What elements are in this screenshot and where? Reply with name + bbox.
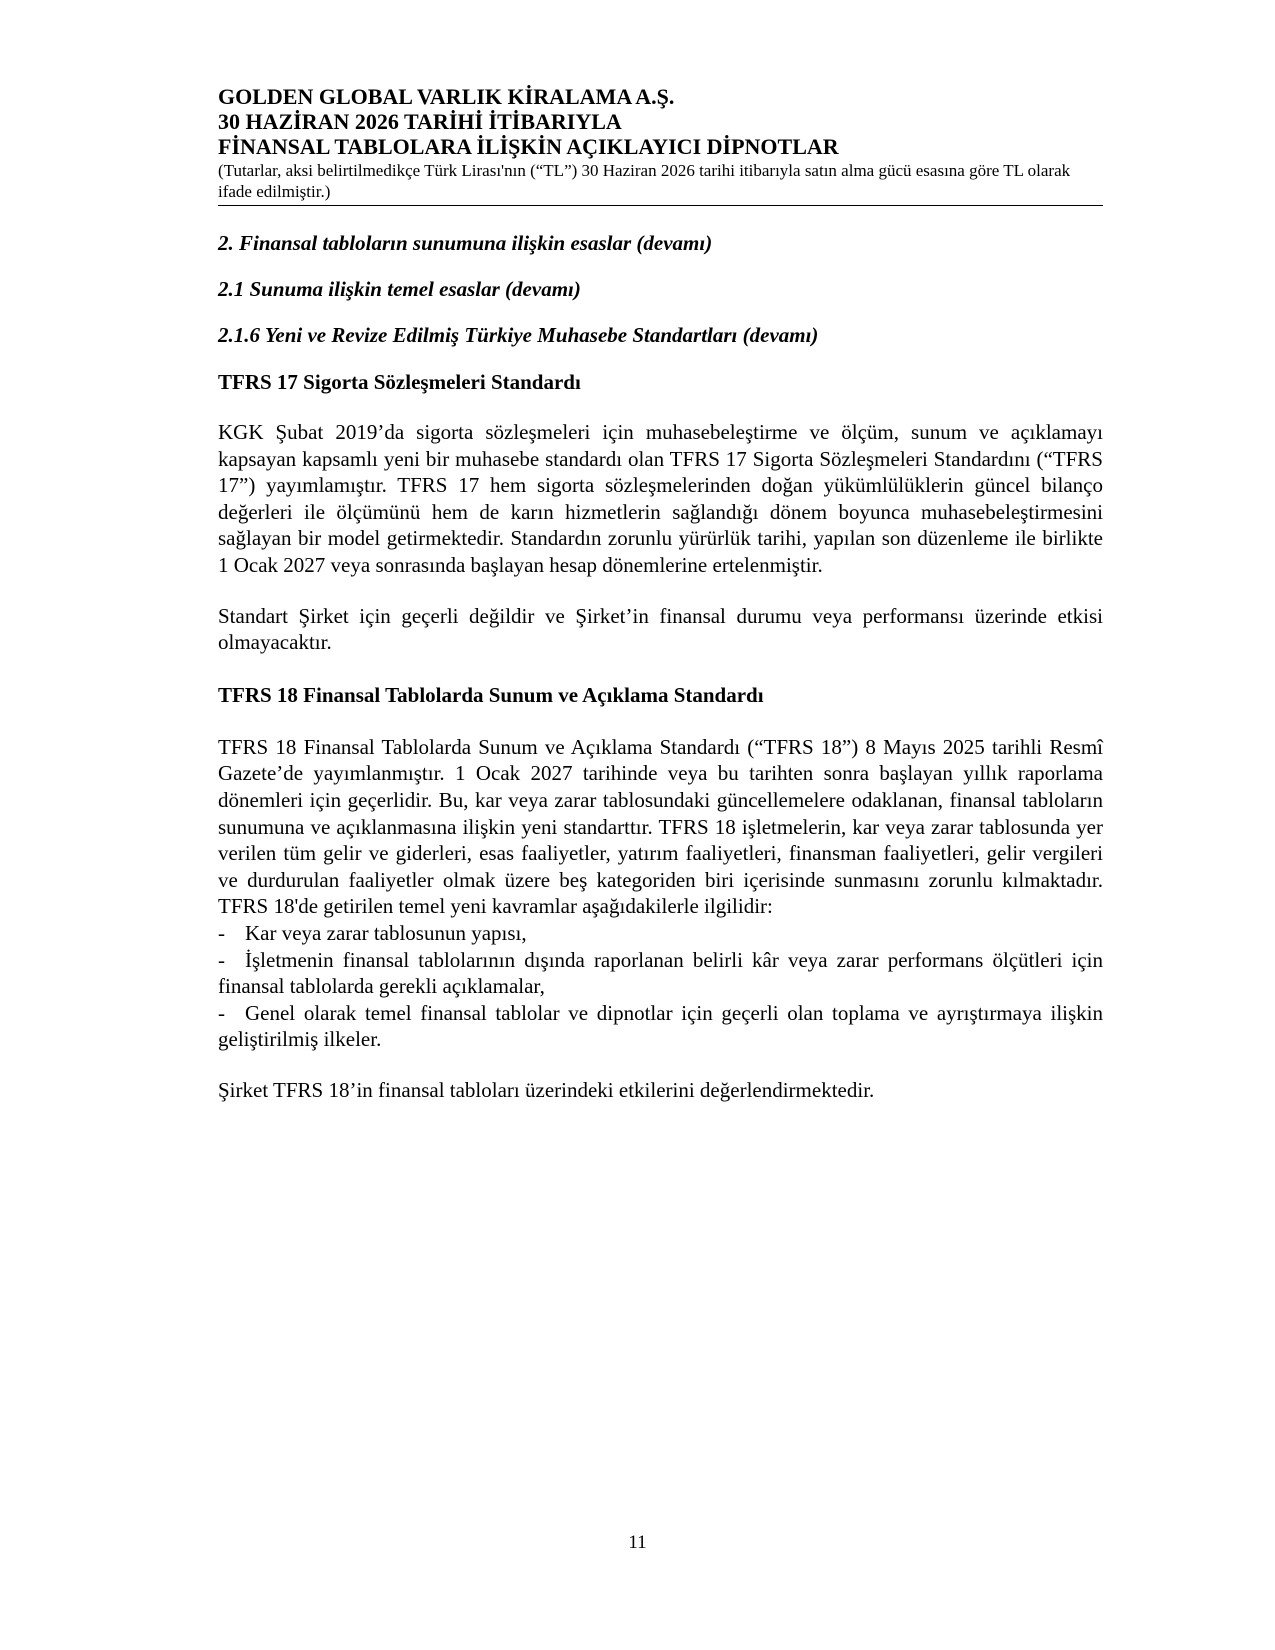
document-title: FİNANSAL TABLOLARA İLİŞKİN AÇIKLAYICI DİPNOTLAR — [218, 134, 839, 159]
report-date: 30 HAZİRAN 2026 TARİHİ İTİBARIYLA — [218, 109, 622, 134]
tfrs17-paragraph-1: KGK Şubat 2019’da sigorta sözleşmeleri için muhasebeleştirme ve ölçüm, sunum ve açıklamayı kapsayan kapsamlı yeni bir muhasebe standardı olan TFRS 17 Sigorta Sözleşmeleri Standardını (“TFRS 17”) yayımlamıştır. TFRS 17 hem sigorta sözleşmelerinden doğan yükümlülüklerin güncel bilanço değerleri ile ölçümünü hem de karın hizmetlerin sağlandığı dönem boyunca muhasebeleştirmesini sağlayan bir model getirmektedir. Standardın zorunlu yürürlük tarihi, yapılan son düzenleme ile birlikte 1 Ocak 2027 veya sonrasında başlayan hesap dönemlerine ertelenmiştir. — [218, 420, 1103, 577]
list-item — [218, 1000, 1103, 1053]
list-item-text: İşletmenin finansal tablolarının dışında raporlanan belirli kâr veya zarar performans ölçütleri için finansal tablolarda gerekli açıklamalar, — [218, 947, 1103, 999]
list-dash: - — [218, 920, 225, 945]
company-name: GOLDEN GLOBAL VARLIK KİRALAMA A.Ş. — [218, 84, 675, 109]
list-item — [218, 947, 1103, 1000]
currency-note: (Tutarlar, aksi belirtilmedikçe Türk Lirası'nın (“TL”) 30 Haziran 2026 tarihi itibarıyla satın alma gücü esasına göre TL olarak ifade edilmiştir.) — [218, 161, 1071, 201]
document-header — [218, 84, 1103, 206]
subsubsection-heading: 2.1.6 Yeni ve Revize Edilmiş Türkiye Muhasebe Standartları (devamı) — [218, 323, 819, 347]
tfrs17-section — [218, 370, 1103, 656]
tfrs18-heading: TFRS 18 Finansal Tablolarda Sunum ve Açıklama Standardı — [218, 682, 764, 707]
list-dash: - — [218, 947, 225, 972]
tfrs18-paragraph-1: TFRS 18 Finansal Tablolarda Sunum ve Açıklama Standardı (“TFRS 18”) 8 Mayıs 2025 tarihli Resmî Gazete’de yayımlanmıştır. 1 Ocak 2027 tarihinde veya bu tarihten sonra başlayan yıllık raporlama dönemleri için geçerlidir. Bu, kar veya zarar tablosundaki güncellemelere odaklanan, finansal tabloların sunumuna ve açıklanmasına ilişkin yeni standarttır. TFRS 18 işletmelerin, kar veya zarar tablosunda yer verilen tüm gelir ve giderleri, esas faaliyetler, yatırım faaliyetleri, finansman faaliyetleri, gelir vergileri ve durdurulan faaliyetler olmak üzere beş kategoriden biri içerisinde sunmasını zorunlu kılmaktadır. TFRS 18'de getirilen temel yeni kavramlar aşağıdakilerle ilgilidir: — [218, 734, 1103, 919]
tfrs17-heading: TFRS 17 Sigorta Sözleşmeleri Standardı — [218, 370, 581, 394]
page-number: 11 — [628, 1532, 647, 1553]
list-dash: - — [218, 1000, 225, 1025]
tfrs18-section — [218, 683, 1103, 1104]
tfrs17-paragraph-2: Standart Şirket için geçerli değildir ve Şirket’in finansal durumu veya performansı üzerinde etkisi olmayacaktır. — [218, 603, 1103, 655]
list-item — [218, 920, 1103, 947]
document-page — [218, 84, 1103, 1103]
tfrs18-paragraph-2: Şirket TFRS 18’in finansal tabloları üzerindeki etkilerini değerlendirmektedir. — [218, 1077, 875, 1102]
list-item-text: Kar veya zarar tablosunun yapısı, — [245, 920, 527, 945]
tfrs18-concept-list — [218, 920, 1103, 1053]
header-divider — [218, 205, 1103, 206]
list-item-text: Genel olarak temel finansal tablolar ve dipnotlar için geçerli olan toplama ve ayrıştırmaya ilişkin geliştirilmiş ilkeler. — [218, 1000, 1103, 1052]
section-heading: 2. Finansal tabloların sunumuna ilişkin esaslar (devamı) — [218, 231, 713, 255]
subsection-heading: 2.1 Sunuma ilişkin temel esaslar (devamı) — [218, 277, 581, 301]
